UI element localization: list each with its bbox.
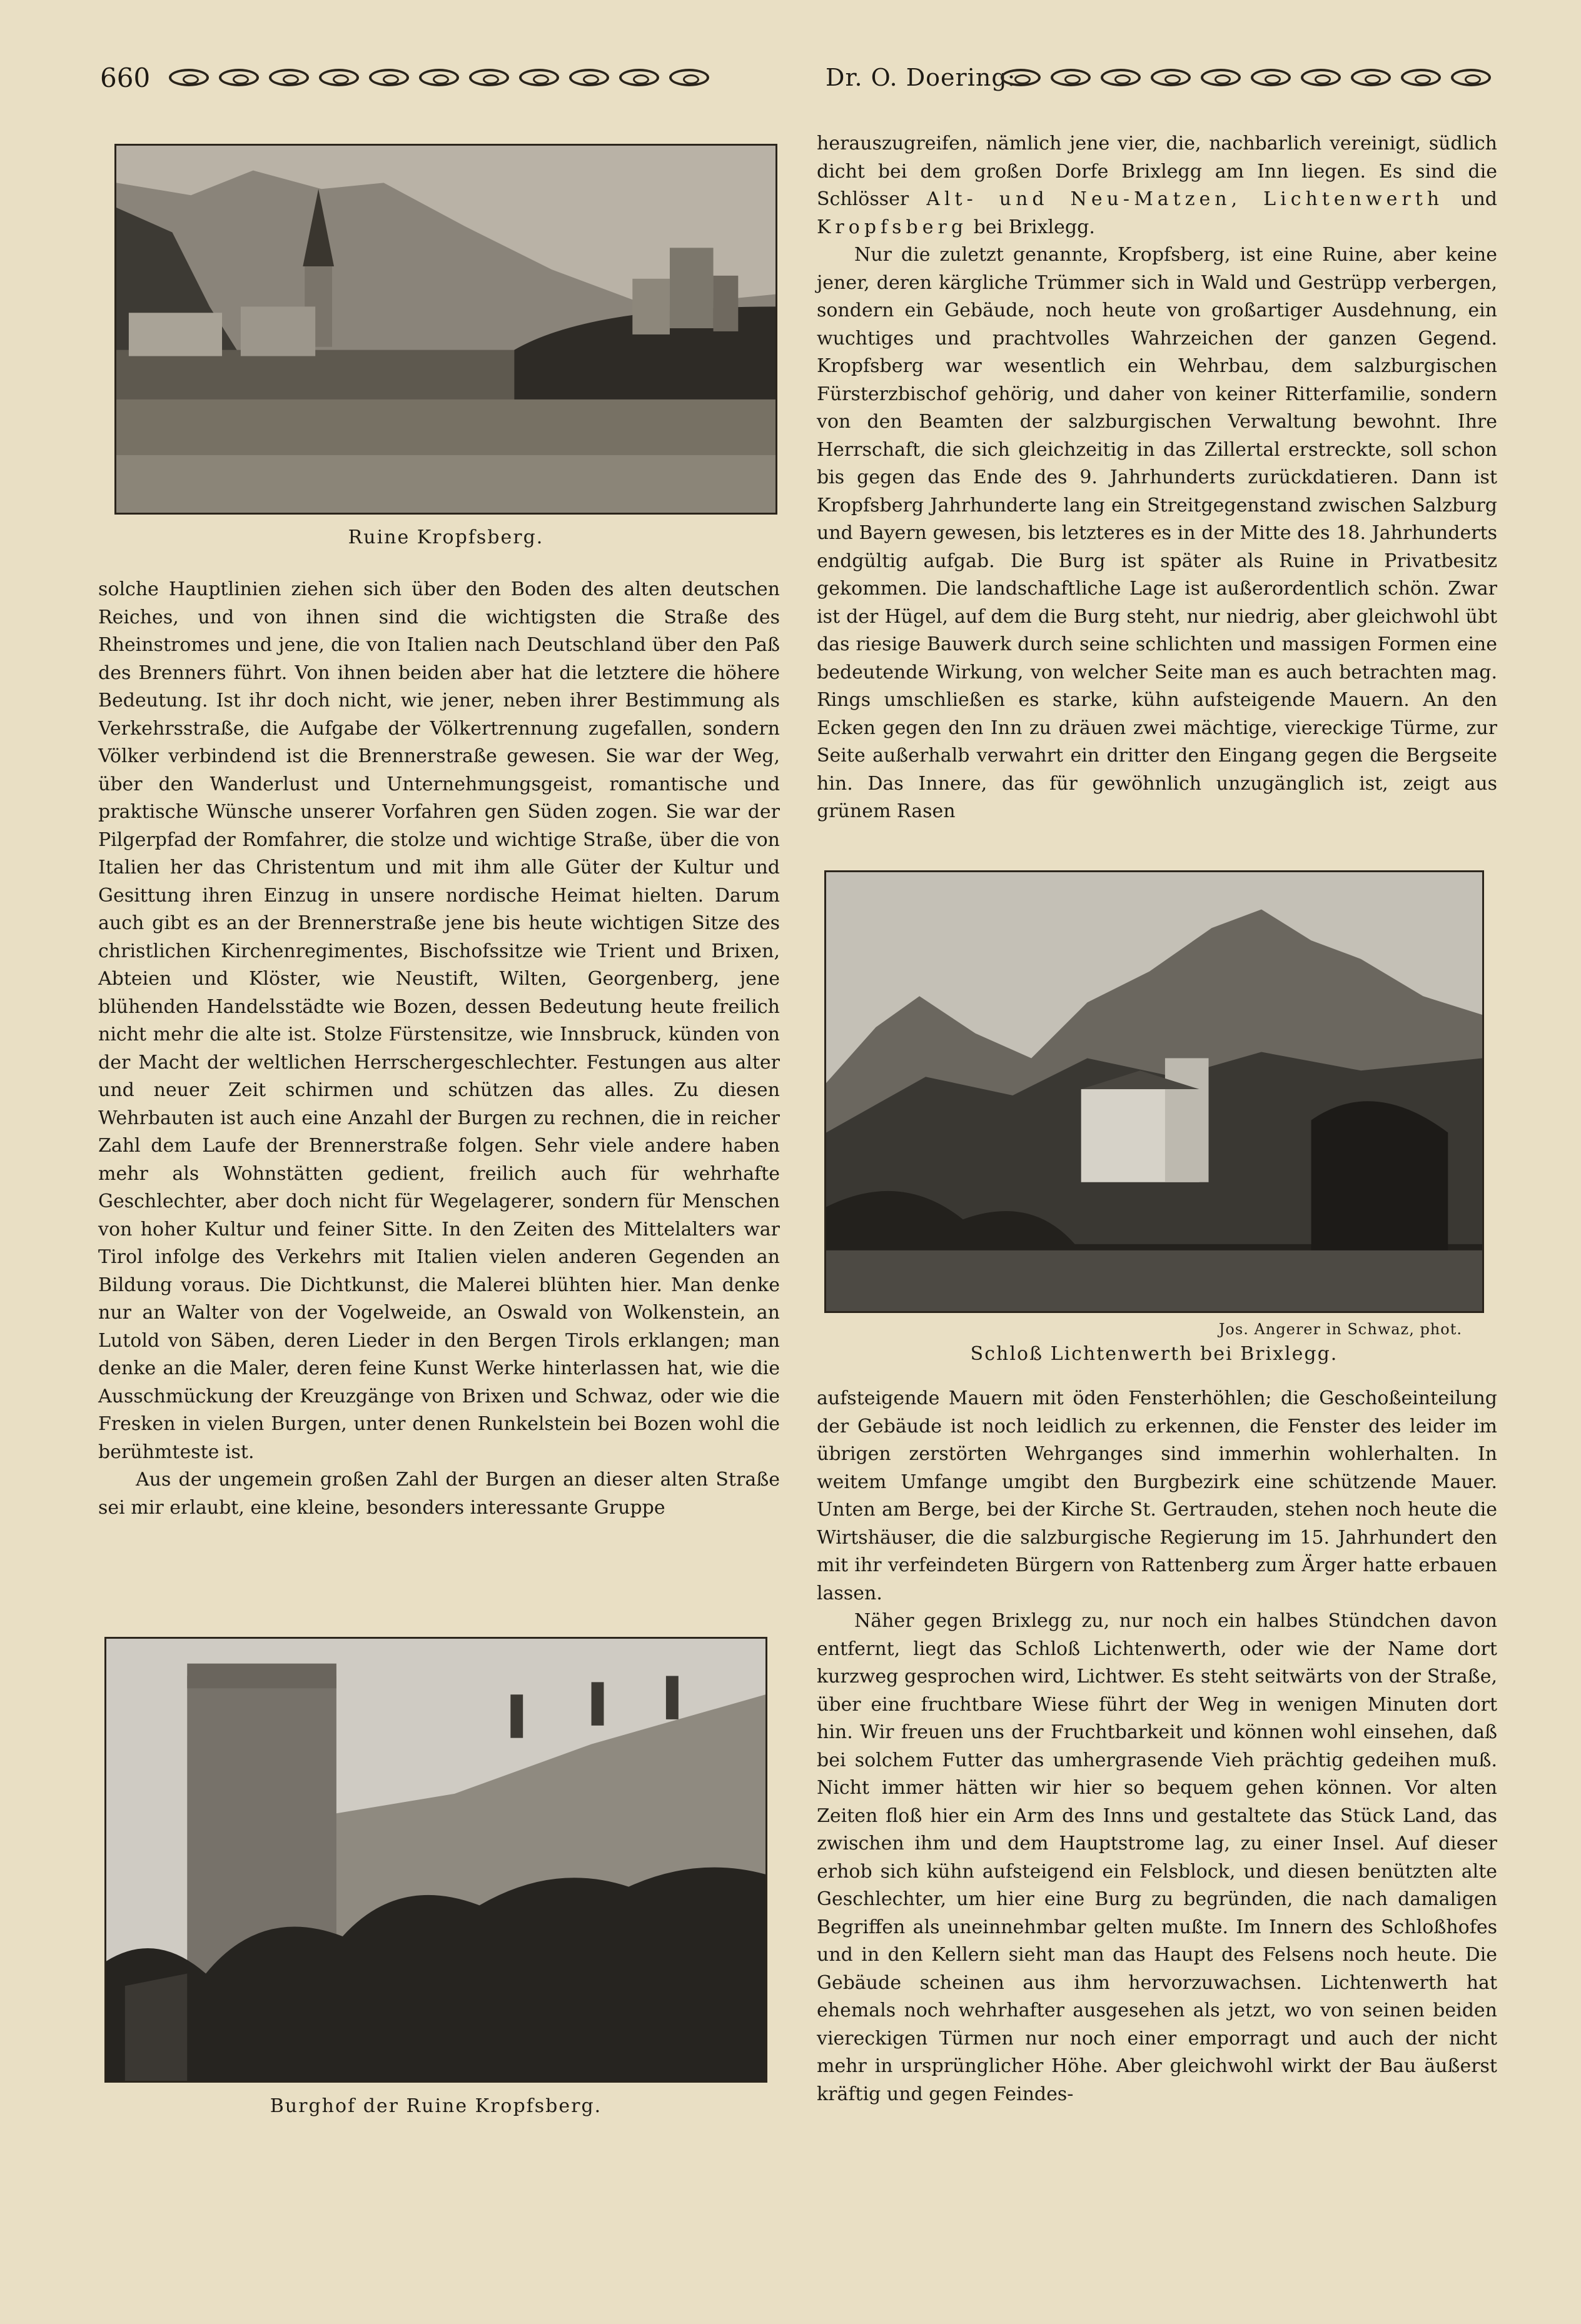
left-paragraph-1: solche Hauptlinien ziehen sich über den Boden des alten deutschen Reiches, und von ihnen sind die wichtigsten die Straße des Rheinstromes und jene, die von Italien nach Deutschland über den Paß des Brenners führt. Von ihnen beiden aber hat die letztere die höhere Bedeutung. Ist ihr doch nicht, wie jener, neben ihrer Bestimmung als Verkehrsstraße, die Aufgabe der Völkertrennung zugefallen, sondern Völker verbindend ist die Brennerstraße gewesen. Sie war der Weg, über den Wanderlust und Unternehmungsgeist, romantische und praktische Wünsche unserer Vorfahren gen Süden zogen. Sie war der Pilgerpfad der Romfahrer, die stolze und wichtige Straße, über die von Italien her das Christentum und mit ihm alle Güter der Kultur und Gesittung ihren Einzug in unsere nordische Heimat hielten. Darum auch gibt es an der Brennerstraße jene bis heute wichtigen Sitze des christlichen Kirchenregimentes, Bischofssitze wie Trient und Brixen, Abteien und Klöster, wie Neustift, Wilten, Georgenberg, jene blühenden Handelsstädte wie Bozen, dessen Bedeutung heute freilich nicht mehr die alte ist. Stolze Fürstensitze, wie Innsbruck, künden von der Macht der weltlichen Herrschergeschlechter. Festungen aus alter und neuer Zeit schirmen und schützen das alles. Zu diesen Wehrbauten ist auch eine Anzahl der Burgen zu rechnen, die in reicher Zahl dem Laufe der Brennerstraße folgen. Sehr viele andere haben mehr als Wohnstätten gedient, freilich auch für wehrhafte Geschlechter, aber doch nicht für Wegelagerer, sondern für Menschen von hoher Kultur und feiner Sitte. In den Zeiten des Mittelalters war Tirol infolge des Verkehrs mit Italien vielen anderen Gegenden an Bildung voraus. Die Dichtkunst, die Malerei blühten hier. Man denke nur an Walter von der Vogelweide, an Oswald von Wolkenstein, an Lutold von Säben, deren Lieder in den Bergen Tirols erklangen; man denke an die Maler, deren feine Kunst Werke hinterlassen hat, wie die Ausschmückung der Kreuzgänge von Brixen und Schwaz, oder wie die Fresken in vielen Burgen, unter denen Runkelstein bei Bozen wohl die berühmteste ist. bbox=[98, 578, 780, 1463]
caption-ruine-kropfsberg: Ruine Kropfsberg. bbox=[348, 526, 544, 548]
left-column-text bbox=[98, 576, 780, 1522]
author-heading: Dr. O. Doering: bbox=[826, 64, 1016, 91]
kropfsberg-emphasis: Kropfsberg bbox=[817, 216, 968, 238]
right-paragraph-2: Nur die zuletzt genannte, Kropfsberg, ist eine Ruine, aber keine jener, deren kärgliche Trümmer sich in Wald und Gestrüpp verbergen, sondern ein Gebäude, noch heute von großartiger Ausdehnung, ein wuchtiges und prachtvolles Wahrzeichen der ganzen Gegend. Kropfsberg war wesentlich ein Wehrbau, dem salzburgischen Fürsterzbischof gehörig, und daher von keiner Ritterfamilie, sondern von den Beamten der salzburgischen Verwaltung bewohnt. Ihre Herrschaft, die sich gleichzeitig in das Zillertal erstreckte, soll schon bis gegen das Ende des 9. Jahrhunderts zurückdatieren. Dann ist Kropfsberg Jahrhunderte lang ein Streitgegenstand zwischen Salzburg und Bayern gewesen, bis letzteres es in der Mitte des 18. Jahrhunderts endgültig aufgab. Die Burg ist später als Ruine in Privatbesitz gekommen. Die landschaftliche Lage ist außerordentlich schön. Zwar ist der Hügel, auf dem die Burg steht, nur niedrig, aber gleichwohl übt das riesige Bauwerk durch seine schlichten und massigen Formen eine bedeutende Wirkung, von welcher Seite man es auch betrachten mag. Rings umschließen es starke, kühn aufsteigende Mauern. An den Ecken gegen den Inn zu dräuen zwei mächtige, viereckige Türme, zur Seite außerhalb verwahrt ein dritter den Eingang gegen die Bergseite hin. Das Innere, das für gewöhnlich unzugänglich ist, zeigt aus grünem Rasen bbox=[817, 244, 1497, 822]
photo-schloss-lichtenwerth bbox=[824, 870, 1484, 1313]
castle-names-emphasis: Alt- und Neu-Matzen, Lichtenwerth bbox=[926, 188, 1444, 210]
photo-credit-lichtenwerth: Jos. Angerer in Schwaz, phot. bbox=[1218, 1320, 1462, 1338]
left-paragraph-2: Aus der ungemein großen Zahl der Burgen an dieser alten Straße sei mir erlaubt, eine kleine, besonders interessante Gruppe bbox=[98, 1469, 780, 1519]
header-ornament-right bbox=[1001, 69, 1491, 86]
page-header bbox=[100, 60, 1495, 105]
header-ornament-left bbox=[169, 69, 709, 86]
right-paragraph-1: herauszugreifen, nämlich jene vier, die, nachbarlich vereinigt, südlich dicht bei dem großen Dorfe Brixlegg am Inn liegen. Es sind die Schlösser Alt- und Neu-Matzen, Lichtenwerth und Kropfsberg bei Brixlegg. bbox=[817, 133, 1497, 238]
photo-burghof-kropfsberg bbox=[104, 1637, 767, 2083]
right-paragraph-3: aufsteigende Mauern mit öden Fensterhöhlen; die Geschoßeinteilung der Gebäude ist noch leidlich zu erkennen, die Fenster des leider im übrigen zerstörten Wehrganges sind immerhin wohlerhalten. In weitem Umfange umgibt den Burgbezirk eine schützende Mauer. Unten am Berge, bei der Kirche St. Gertrauden, stehen noch heute die Wirtshäuser, die die salzburgische Regierung im 15. Jahrhundert den mit ihr verfeindeten Bürgern von Rattenberg zum Ärger hatte erbauen lassen. bbox=[817, 1387, 1497, 1604]
photo-ruine-kropfsberg bbox=[114, 144, 777, 515]
caption-burghof-kropfsberg: Burghof der Ruine Kropfsberg. bbox=[270, 2095, 602, 2117]
page-number: 660 bbox=[100, 63, 151, 93]
caption-schloss-lichtenwerth: Schloß Lichtenwerth bei Brixlegg. bbox=[970, 1343, 1338, 1365]
right-paragraph-4: Näher gegen Brixlegg zu, nur noch ein halbes Stündchen davon entfernt, liegt das Schloß Lichtenwerth, oder wie der Name dort kurzweg gesprochen wird, Lichtwer. Es steht seitwärts von der Straße, über eine fruchtbare Wiese führt der Weg in wenigen Minuten dort hin. Wir freuen uns der Fruchtbarkeit und können wohl einsehen, daß bei solchem Futter das umhergrasende Vieh prächtig gedeihen muß. Nicht immer hätten wir hier so bequem gehen können. Vor alten Zeiten floß hier ein Arm des Inns und gestaltete das Stück Land, das zwischen ihm und dem Hauptstrome lag, zu einer Insel. Auf dieser erhob sich kühn aufsteigend ein Felsblock, und diesen benützten alte Geschlechter, um hier eine Burg zu begründen, die nach damaligen Begriffen als uneinnehmbar gelten mußte. Im Innern des Schloßhofes und in den Kellern sieht man das Haupt des Felsens noch heute. Die Gebäude scheinen aus ihm hervorzuwachsen. Lichtenwerth hat ehemals noch wehrhafter ausgesehen als jetzt, wo von seinen beiden viereckigen Türmen nur noch einer emporragt und auch der nicht mehr in ursprünglicher Höhe. Aber gleichwohl wirkt der Bau äußerst kräftig und gegen Feindes- bbox=[817, 1610, 1497, 2105]
right-column-upper-text bbox=[817, 130, 1497, 826]
right-column-lower-text bbox=[817, 1385, 1497, 2108]
